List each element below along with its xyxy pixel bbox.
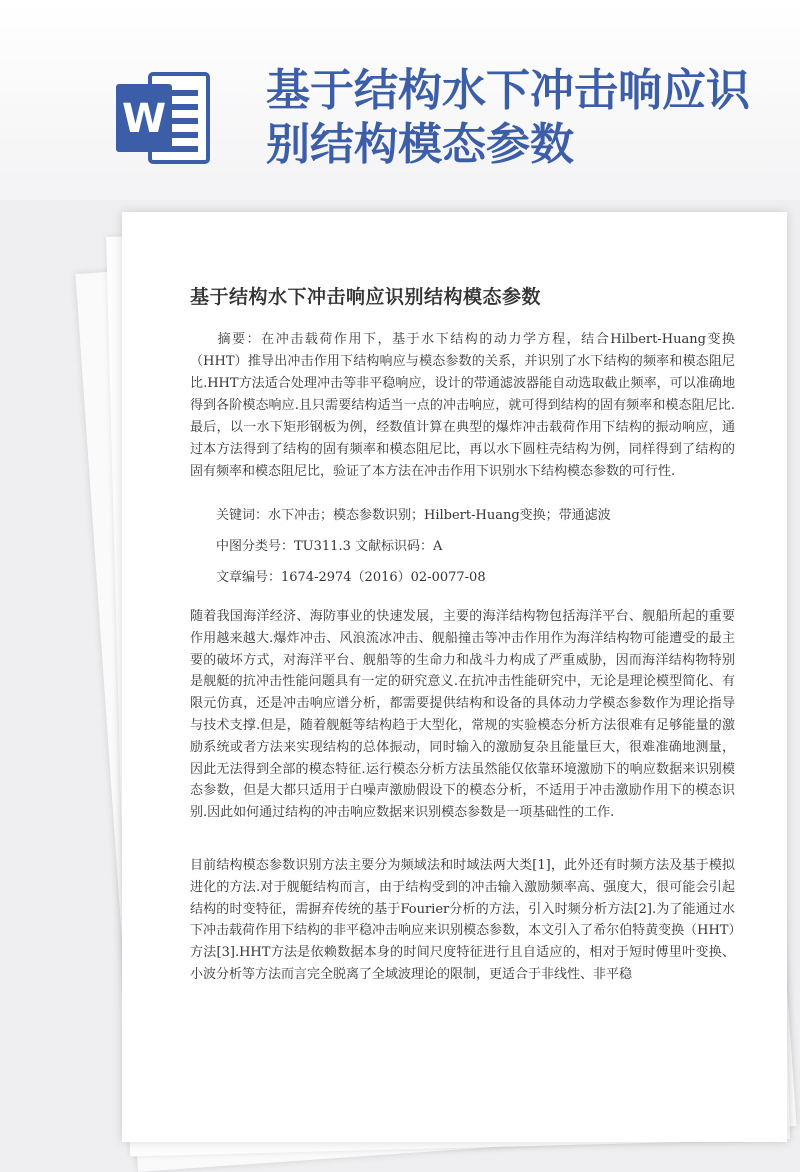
article-number-line: 文章编号：1674-2974（2016）02-0077-08 <box>216 570 486 585</box>
word-document-icon <box>112 66 216 170</box>
body-paragraph-2: 目前结构模态参数识别方法主要分为频域法和时域法两大类[1]，此外还有时频方法及基于模拟进化的方法.对于舰艇结构而言，由于结构受到的冲击输入激励频率高、强度大，很可能会引起结构的时变特征，需摒弃传统的基于Fourier分析的方法，引入时频分析方法[2].为了能通过水下冲击载荷作用下结构的非平稳冲击响应来识别模态参数，本文引入了希尔伯特黄变换（HHT）方法[3].HHT方法是依赖数据本身的时间尺度特征进行且自适应的，相对于短时傅里叶变换、小波分析等方法而言完全脱离了全域波理论的限制，更适合于非线性、非平稳 <box>190 858 735 982</box>
body-paragraph-1: 随着我国海洋经济、海防事业的快速发展，主要的海洋结构物包括海洋平台、舰船所起的重要作用越来越大.爆炸冲击、风浪流冰冲击、舰船撞击等冲击作用作为海洋结构物可能遭受的最主要的破坏方式，对海洋平台、舰船等的生命力和战斗力构成了严重威胁，因而海洋结构物特别是舰艇的抗冲击性能问题具有一定的研究意义.在抗冲击性能研究中，无论是理论模型简化、有限元仿真，还是冲击响应谱分析，都需要提供结构和设备的具体动力学模态参数作为理论指导与技术支撑.但是，随着舰艇等结构趋于大型化，常规的实验模态分析方法很难有足够能量的激励系统或者方法来实现结构的总体振动，同时输入的激励复杂且能量巨大，很难准确地测量，因此无法得到全部的模态特征.运行模态分析方法虽然能仅依靠环境激励下的响应数据来识别模态参数，但是大都只适用于白噪声激励假设下的模态分析，不适用于冲击激励作用下的模态识别.因此如何通过结构的冲击响应数据来识别模态参数是一项基础性的工作. <box>190 609 735 821</box>
abstract-text: 摘要：在冲击载荷作用下，基于水下结构的动力学方程，结合Hilbert-Huang变换（HHT）推导出冲击作用下结构响应与模态参数的关系，并识别了水下结构的频率和模态阻尼比.HHT方法适合处理冲击等非平稳响应，设计的带通滤波器能自动选取截止频率，可以准确地得到各阶模态响应.且只需要结构适当一点的冲击响应，就可得到结构的固有频率和模态阻尼比.最后，以一水下矩形钢板为例，经数值计算在典型的爆炸冲击载荷作用下结构的振动响应，通过本方法得到了结构的固有频率和模态阻尼比，再以水下圆柱壳结构为例，同样得到了结构的固有频率和模态阻尼比，验证了本方法在冲击作用下识别水下结构模态参数的可行性. <box>190 332 735 479</box>
keywords-line: 关键词：水下冲击；模态参数识别；Hilbert-Huang变换；带通滤波 <box>216 508 611 523</box>
word-icon-letter: W <box>121 96 167 142</box>
classification-line: 中图分类号：TU311.3 文献标识码：A <box>216 539 443 554</box>
document-page <box>122 212 787 1142</box>
banner-title: 基于结构水下冲击响应识别结构模态参数 <box>266 65 750 170</box>
header-banner <box>0 0 800 200</box>
abstract-paragraph <box>190 329 735 483</box>
document-title: 基于结构水下冲击响应识别结构模态参数 <box>190 286 542 308</box>
